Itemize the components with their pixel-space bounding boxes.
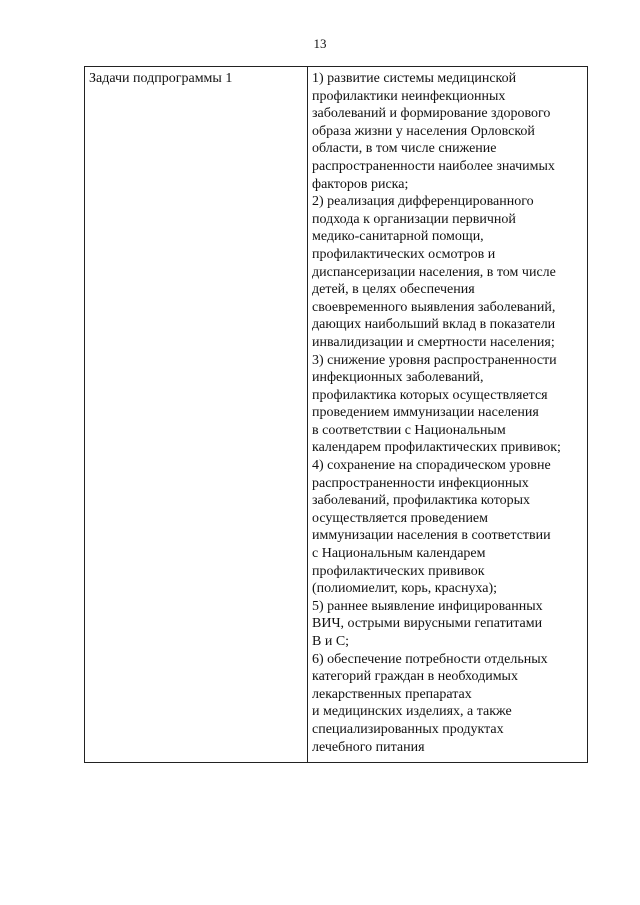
- task-text-line: распространенности инфекционных: [312, 475, 529, 491]
- task-text-line: лечебного питания: [312, 739, 425, 755]
- task-text-line: в соответствии с Национальным: [312, 422, 506, 438]
- task-text-line: профилактических осмотров и: [312, 246, 496, 262]
- task-text-line: дающих наибольший вклад в показатели: [312, 317, 556, 333]
- task-text-line: ВИЧ, острыми вирусными гепатитами: [312, 616, 543, 632]
- task-text-line: подхода к организации первичной: [312, 211, 516, 227]
- subprogram-table: [84, 66, 588, 763]
- task-text-line: диспансеризации населения, в том числе: [312, 264, 556, 280]
- task-text-line: детей, в целях обеспечения: [312, 282, 475, 298]
- task-text-line: календарем профилактических прививок;: [312, 440, 561, 456]
- task-text-line: профилактических прививок: [312, 563, 485, 579]
- task-text-line: профилактика которых осуществляется: [312, 387, 548, 403]
- task-text-line: 4) сохранение на спорадическом уровне: [312, 458, 551, 474]
- tasks-label: Задачи подпрограммы 1: [89, 71, 233, 86]
- task-text-line: специализированных продуктах: [312, 721, 504, 737]
- task-text-line: лекарственных препаратах: [312, 686, 472, 702]
- task-text-line: инфекционных заболеваний,: [312, 370, 484, 386]
- task-text-line: проведением иммунизации населения: [312, 405, 539, 421]
- page-number: 13: [313, 36, 327, 51]
- task-text-line: 3) снижение уровня распространенности: [312, 352, 557, 368]
- task-text-line: с Национальным календарем: [312, 546, 486, 562]
- task-text-line: иммунизации населения в соответствии: [312, 528, 551, 544]
- task-text-line: своевременного выявления заболеваний,: [312, 299, 556, 315]
- task-text-line: профилактики неинфекционных: [312, 88, 506, 104]
- task-text-line: (полиомиелит, корь, краснуха);: [312, 581, 498, 597]
- task-text-line: В и С;: [312, 634, 350, 649]
- task-text-line: распространенности наиболее значимых: [312, 158, 555, 174]
- task-text-line: осуществляется проведением: [312, 510, 489, 526]
- table-content-cell: [308, 67, 587, 762]
- task-text-line: 5) раннее выявление инфицированных: [312, 598, 543, 614]
- task-text-line: 1) развитие системы медицинской: [312, 71, 517, 86]
- task-text-line: 6) обеспечение потребности отдельных: [312, 651, 548, 667]
- table-label-cell: [85, 67, 308, 762]
- task-text-line: заболеваний и формирование здорового: [312, 106, 551, 122]
- task-text-line: 2) реализация дифференцированного: [312, 194, 534, 210]
- task-text-line: области, в том числе снижение: [312, 141, 497, 157]
- task-text-line: заболеваний, профилактика которых: [312, 493, 531, 509]
- task-text-line: инвалидизации и смертности населения;: [312, 334, 555, 350]
- task-text-line: факторов риска;: [312, 176, 409, 192]
- task-text-line: категорий граждан в необходимых: [312, 669, 518, 685]
- task-text-line: медико-санитарной помощи,: [312, 229, 484, 245]
- task-text-line: образа жизни у населения Орловской: [312, 123, 535, 139]
- task-text-line: и медицинских изделиях, а также: [312, 704, 512, 720]
